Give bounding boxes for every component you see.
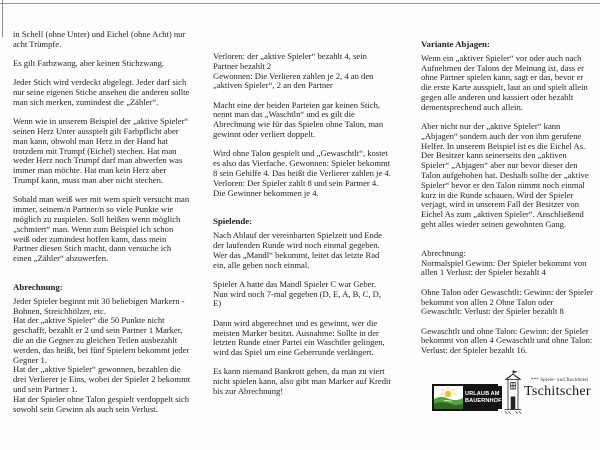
label-abrechnung-variante: Abrechnung:: [421, 247, 466, 258]
farm-landscape-icon: [434, 386, 463, 409]
bauernhof-logo-line1: URLAUB AM: [465, 391, 500, 398]
paragraph-mandl-geber: Spieler A hatte das Mandl Spieler C war Geber. Nun wird noch 7-mal gegeben (D, E, A, B, C, D, E): [213, 278, 382, 309]
bauernhof-logo-line2: BAUERNHOF: [465, 397, 502, 404]
tschitscher-logo-text: [524, 378, 591, 399]
paragraph-50-punkte: Hat der „aktive Spieler“ die 50 Punkte nicht geschafft, bezahlt er 2 und sein Partner 1 Marker, die an die Gegner zu gleichen Teilen ausbezahlt werden, das heißt, bei fünf Spielern bekommt jeder Gegner 1.: [13, 315, 190, 365]
paragraph-farbzwang: Es gilt Farbzwang, aber keinen Stichzwang.: [13, 58, 165, 69]
paragraph-spielzeit-ende: Nach Ablauf der vereinbarten Spielzeit und Ende der laufenden Runde wird noch einmal gegeben. Wer das „Mandl“ bekommt, leitet das letzte Rad ein, alle geben noch einmal.: [213, 230, 382, 270]
heading-variante-abjagen: Variante Abjagen:: [421, 39, 490, 49]
hotel-name: Tschitscher: [524, 383, 591, 399]
heading-spielende: Spielende:: [213, 216, 253, 227]
paragraph-farbpflicht: Wenn wie in unserem Beispiel der „aktive Spieler“ seinen Herz Unter ausspielt gilt Farbpflicht aber man kann, obwohl man Herz in der Hand hat trotzdem mit Trumpf (Eichel) stechen. Hat man weder Herz noch Trumpf darf man abwerfen was immer man möchte. Hat man kein Herz aber Trumpf kann, muss man aber nicht stechen.: [13, 116, 189, 186]
hotel-tower-icon: [502, 369, 524, 416]
paragraph-gewonnen-zahlung: Gewonnen: Die Verlieren zahlen je 2, 4 an den „aktiven Spieler“, 2 an den Partner: [213, 70, 374, 91]
paragraph-stich-verdeckt: Jeder Stich wird verdeckt abgelegt. Jeder darf sich nur seine eigenen Stiche ansehen die anderen sollte man sich merken, zumindest die „Zähler“.: [13, 77, 190, 107]
paragraph-helfer-abjagen: Aber nicht nur der „aktive Spieler“ kann „Abjagen“ sondern auch der von ihm gerufene Helfer. In unserem Beispiel ist es die Eichel As. Der Besitzer kann seinerseits den „aktiven Spieler“ „Abjagen“ aber nur bevor dieser den Talon aufgehoben hat. Deshalb sollte der „aktive Spieler“ bevor er den Talon nimmt noch einmal kurz in die Runde schauen. Wird der Spieler verjagt, wird in unserem Fall der Besitzer von Eichel As zum „aktiven Spieler“. Anschließend geht alles wieder seinen gewohnten Gang.: [421, 121, 589, 230]
tschitscher-hotel-logo: [502, 369, 594, 419]
paragraph-trumps: in Schell (ohne Unter) und Eichel (ohne Acht) nur acht Trümpfe.: [13, 29, 186, 49]
paragraph-allein-spielen: Wenn ein „aktiver Spieler“ vor oder auch nach Aufnehmen der Talons der Meinung ist, dass er ohne Partner spielen kann, sagt er das, bevor er die erste Karte ausspielt, laut an und spielt allein gegen alle anderen und kassiert oder bezahlt dementsprechend auch allein.: [421, 52, 588, 112]
urlaub-am-bauernhof-logo: [432, 384, 502, 411]
paragraph-gewonnen: Hat der „aktive Spieler“ gewonnen, bezahlen die drei Verlierer je Eins, wobei der Spieler 2 bekommt und sein Partner 1.: [13, 364, 191, 394]
paragraph-marker-start: Jeder Spieler beginnt mit 30 beliebigen Markern - Bohnen, Streichhölzer, etc.: [13, 295, 185, 316]
paragraph-normalspiel: Normalspiel Gewinn: Der Spieler bekommt von allen 1 Verlust: der Spieler bezahlt 4: [421, 257, 587, 278]
paragraph-waschtln: Macht eine der beiden Parteien gar keinen Stich, nennt man das „Waschtln“ und es gilt die Abrechnung wie für das Spielen ohne Talon, man gewinnt oder verliert doppelt.: [213, 99, 384, 140]
paragraph-gewaschtlt-und-ohne-talon: Gewaschtlt und ohne Talon: Gewinn: der Spieler bekommt von allen 4 Gewaschtlt und ohne Talon: Verlust: der Spieler bezahlt 16.: [421, 325, 593, 356]
paragraph-schmieren: Sobald man weiß wer mit wem spielt versucht man immer, seinem/n Partner/n so viele Punkte wie möglich zu zuspielen. Soll heißen wenn möglich „schmiert“ man. Wenn zum Beispiel ich schon weiß oder zumindest hoffen kann, dass mein Partner diesen Stich macht, dann versuche ich einen „Zähler“ abzuwerfen.: [13, 194, 190, 264]
paragraph-bankrott: Es kann niemand Bankrott gehen, da man zu viert nicht spielen kann, also gibt man Marker auf Kredit bis zur Abrechnung!: [213, 366, 391, 397]
paragraph-verloren: Verloren: der „aktive Spieler“ bezahlt 4, sein Partner bezahlt 2: [213, 51, 367, 71]
paragraph-ohne-talon-oder-gewaschtlt: Ohne Talon oder Gewaschtlt: Gewinn: der Spieler bekommt von allen 2 Ohne Talon oder Gewaschtlt: Verlust: der Spieler bezahlt 8: [421, 286, 594, 317]
heading-abrechnung: Abrechnung:: [13, 281, 63, 292]
paragraph-gewaschtlt-vierfach: Wird ohne Talon gespielt und „Gewaschtlt“, kostet es also das Vierfache. Gewonnen: Spieler bekommt 8 sein Gehilfe 4. Das heißt die Verlierer zahlen je 4. Verloren: Der Spieler zahlt 8 und sein Partner 4. Die Gewinner bekommen je 4.: [213, 148, 391, 198]
paragraph-ohne-talon-verdoppelt: Hat der Spieler ohne Talon gespielt verdoppelt sich sowohl sein Gewinn als auch sein Verlust.: [13, 393, 190, 414]
column-left: [13, 30, 191, 414]
column-middle: [213, 52, 391, 406]
hotel-subtitle: *** Spiele- und Buchhotel: [531, 378, 589, 383]
paragraph-abgerechnet: Dann wird abgerechnet und es gewinnt, wer die meisten Marker besitzt. Ausnahme: Sollte in der letzten Runde einer Partei ein Waschtler gelingen, wird das Spiel um eine Geberrunde verlängert.: [213, 317, 385, 358]
scan-edge-left: [2, 0, 3, 37]
scan-edge-top: [0, 3, 600, 4]
column-right: [421, 40, 594, 366]
bauernhof-logo-text: [463, 386, 502, 409]
